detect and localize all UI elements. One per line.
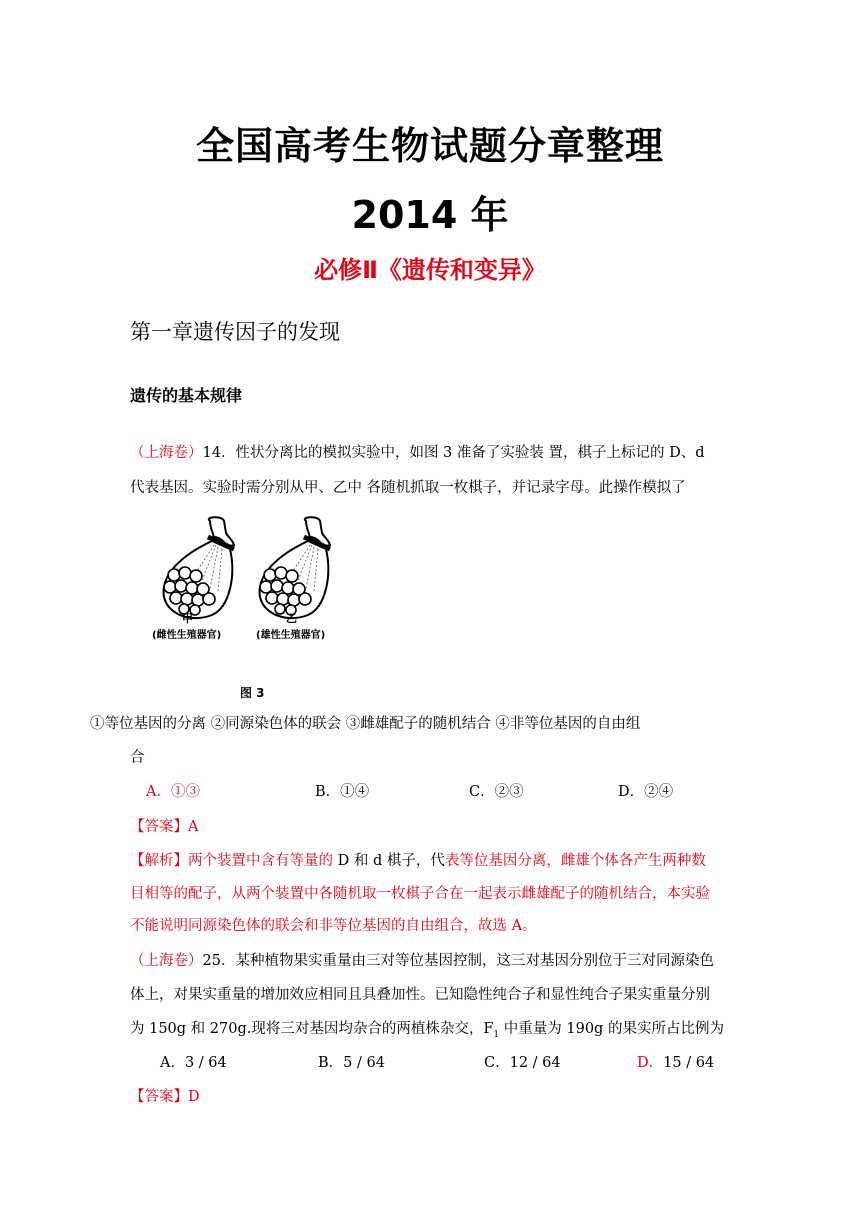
q14-analysis-text-1b: D 和 d 棋子，代 [333,853,445,869]
q14-choice-c: C．②③ [469,784,524,800]
bag-left-illustration [164,517,234,618]
q14-choice-d: D．②④ [618,784,674,800]
q14-analysis-line3: 不能说明同源染色体的联会和非等位基因的自由组合，故选 A。 [130,918,537,934]
q25-text-3b: 中重量为 190g 的果实所占比例为 [499,1021,724,1037]
q25-subscript: 1 [493,1029,500,1040]
q14-line2: 代表基因。实验时需分别从甲、乙中 各随机抓取一枚棋子，并记录字母。此操作模拟了 [130,480,686,496]
q14-line1 [130,441,705,462]
q14-source: （上海卷） [130,445,203,461]
q25-choice-d [637,1051,714,1072]
figure-caption-left: (雌性生殖器官) [152,630,222,641]
q14-options-continued: 合 [130,750,145,766]
figure-label-right: 乙 [286,612,297,625]
q14-answer: 【答案】A [130,819,199,835]
year-heading: 2014 年 [351,193,509,237]
q25-choice-d-letter: D． [637,1055,664,1071]
q25-choice-a: A．3 / 64 [160,1055,227,1071]
q25-choice-d-value: 15 / 64 [663,1055,715,1071]
figure-caption-right: (雄性生殖器官) [256,630,326,641]
q14-analysis-line1 [130,849,706,870]
bag-right-illustration [260,517,330,618]
q14-choice-a: A．①③ [146,784,200,800]
q14-analysis-label: 【解析】 [130,853,188,869]
q14-analysis-line2: 目相等的配子，从两个装置中各随机取一枚棋子合在一起表示雌雄配子的随机结合，本实验 [130,886,710,902]
figure-caption: 图 3 [240,686,265,700]
q25-line2: 体上，对果实重量的增加效应相同且具叠加性。已知隐性纯合子和显性纯合子果实重量分别 [130,987,710,1003]
q25-answer: 【答案】D [130,1089,200,1105]
chapter-heading: 第一章遗传因子的发现 [130,320,340,344]
q14-text-1: 14．性状分离比的模拟实验中，如图 3 准备了实验装 置，棋子上标记的 D、d [202,445,705,461]
q25-line1 [130,949,714,970]
q25-choice-c: C．12 / 64 [484,1055,561,1071]
q14-analysis-text-1c: 表等位基因分离，雌雄个体各产生两种数 [444,853,706,869]
q14-analysis-text-1a: 两个装置中含有等量的 [188,853,333,869]
q14-choice-b: B．①④ [315,784,370,800]
figure-label-left: 甲 [182,612,193,625]
q25-text-1: 25．某种植物果实重量由三对等位基因控制，这三对基因分别位于三对同源染色 [202,953,714,969]
q14-options-line: ①等位基因的分离 ②同源染色体的联会 ③雌雄配子的随机结合 ④非等位基因的自由组 [90,716,641,732]
page-title: 全国高考生物试题分章整理 [195,124,664,168]
subtitle: 必修Ⅱ《遗传和变异》 [314,256,546,284]
q25-choice-b: B．5 / 64 [318,1055,385,1071]
q25-line3 [130,1017,724,1040]
section-heading: 遗传的基本规律 [130,386,243,405]
q25-source: （上海卷） [130,953,203,969]
q25-text-3a: 为 150g 和 270g.现将三对基因均杂合的两植株杂交，F [130,1021,494,1037]
